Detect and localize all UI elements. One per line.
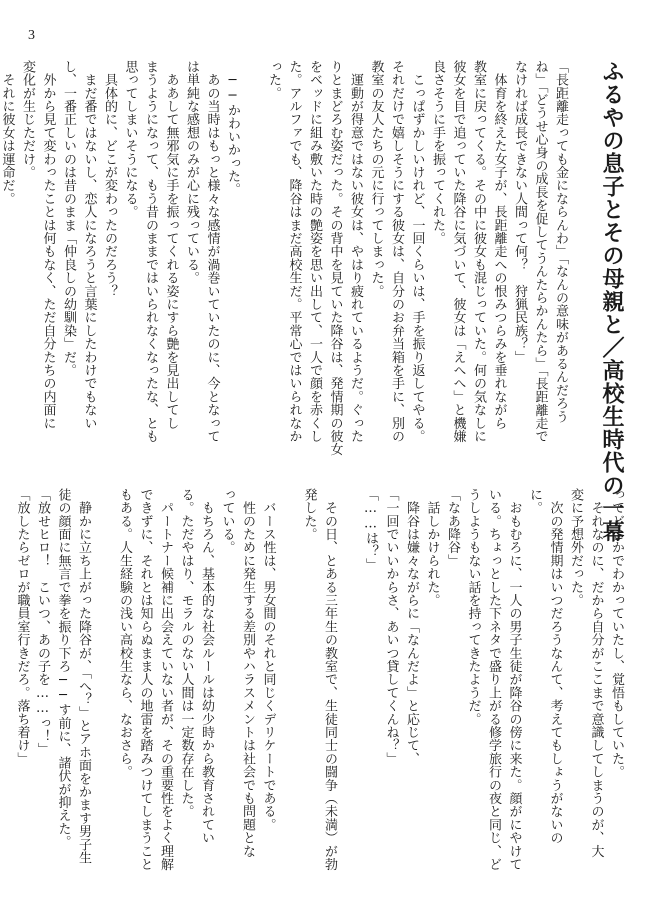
text-line: 性のために発生する差別やハラスメントは社会でも問題とな [240, 488, 255, 858]
text-line: それに彼女は運命だ。 [0, 60, 15, 206]
text-line: 運動が得意ではない彼女は、やはり疲れているようだ。ぐった [348, 60, 363, 443]
text-line: 静かに立ち上がった降谷が、「へ？」とアホ面をかます男子生 [76, 488, 91, 865]
text-line: 降谷は嫌々ながらに「なんだよ」と応じて、 [404, 488, 419, 766]
text-line: なければ成長できない人間って何？ 狩猟民族？」 [512, 60, 527, 364]
text-line: りとまどろむ姿だった。その背中を見ていた降谷は、発情期の彼女 [327, 60, 343, 456]
text-line: 思ってしまいそうになる。 [122, 60, 138, 219]
blank-line [93, 488, 114, 858]
text-line: 次の発情期はいつだろうなんて、考えてもしょうがないの [547, 488, 563, 845]
blank-line [339, 488, 360, 858]
text-line: 具体的に、どこが変わったのだろう？ [102, 60, 117, 298]
text-line: ね」「どうせ心身の成長を促してうんたらかんたら」「長距離走で [532, 60, 548, 443]
text-line: 変化が生じただけ。 [20, 60, 35, 179]
text-line: ってどこかでわかっていたし、覚悟もしていた。 [609, 488, 624, 779]
text-line: 「……は？」 [363, 488, 378, 572]
chapter-title: ふるやの息子とその母親と／高校生時代の一幕 [599, 60, 624, 543]
text-line: もある。人生経験の浅い高校生なら、なおさら。 [117, 488, 132, 779]
blank-line [278, 488, 299, 858]
text-line: 教室の友人たちの元に行ってしまった。 [368, 60, 384, 298]
text-line: それだけで嬉しそうにする彼女は、自分のお弁当箱を手に、別の [389, 60, 404, 443]
text-line: 変に予想外だった。 [568, 488, 583, 607]
text-line: 体育を終えた女子が、長距離走への恨みつらみを垂れながら [491, 60, 507, 430]
text-line: うしようもない話を持ってきたようだ。 [465, 488, 481, 726]
text-line: 「長距離走っても金にならんわ」「なんの意味があるんだろう [553, 60, 568, 424]
text-line: 徒の顔面に無言で拳を振り下ろ──す前に、諸伏が抑えた。 [55, 488, 71, 849]
text-line: その日、とある三年生の教室で、生徒同士の闘争（未満）が勃 [322, 488, 337, 871]
text-line: まうようになって、もう昔のままではいられなくなったな、とも [143, 60, 158, 443]
text-line: 外から見て変わったことは何もなく、ただ自分たちの内面に [40, 60, 56, 430]
text-line: た。アルファでも、降谷はまだ高校生だ。平常心ではいられなか [286, 60, 302, 443]
text-line: パートナー候補に出会えていない者が、その重要性をよく理解 [158, 488, 173, 871]
text-line: バース性は、男女間のそれと同じくデリケートである。 [260, 488, 276, 832]
text-line: いる。ちょっとした下ネタで盛り上がる修学旅行の夜と同じ、ど [486, 488, 501, 871]
text-line: ああして無邪気に手を振ってくれる姿にすら艶を見出してし [163, 60, 179, 430]
text-line: し、一番正しいのは昔のまま「仲良しの幼馴染」だ。 [61, 60, 76, 377]
text-line: もちろん、基本的な社会ルールは幼少時から教育されてい [199, 488, 214, 845]
text-line: こっぱずかしいけれど、一回くらいは、手を振り返してやる。 [409, 60, 425, 443]
text-line: 話しかけられた。 [424, 488, 440, 607]
text-line: に。 [527, 488, 542, 515]
text-line: は単純な感想のみが心に残っている。 [184, 60, 199, 285]
text-line: おもむろに、一人の男子生徒が降谷の傍に来た。顔がにやけて [506, 488, 522, 871]
text-line: 「一回でいいからさ、あいつ貸してくんね？」 [383, 488, 399, 766]
text-line: る。ただやはり、モラルのない人間は一定数存在した。 [178, 488, 194, 818]
text-line: 発した。 [301, 488, 317, 541]
text-line: 彼女を目で追っていた降谷に気づいて、彼女は「えへへ」と機嫌 [450, 60, 466, 443]
text-line: 「放したらゼロが職員室行きだろ。落ち着け」 [14, 488, 30, 766]
text-line: ──かわいかった。 [225, 60, 240, 196]
text-line: っている。 [219, 488, 235, 554]
text-line: 「放せヒロ！ こいつ、あの子を……っ！」 [35, 488, 50, 756]
text-line: まだ番ではないし、恋人になろうと言葉にしたわけでもない [81, 60, 97, 430]
page-number: 3 [28, 28, 35, 43]
blank-line [242, 60, 263, 420]
text-line: それなのに、だから自分がここまで意識してしまうのが、大 [588, 488, 604, 858]
text-line: をベッドに組み敷いた時の艶姿を思い出して、一人で顔を赤くし [307, 60, 322, 443]
text-line: った。 [266, 60, 281, 100]
text-line: 教室に戻ってくる。その中に彼女も混じっていた。何の気なしに [471, 60, 486, 443]
text-line: 良さそうに手を振ってくれた。 [430, 60, 445, 245]
lower-text-tier [14, 488, 626, 871]
text-line: あの当時はもっと様々な感情が渦巻いていたのに、今となって [204, 60, 220, 443]
text-line: 「なあ降谷」 [445, 488, 460, 568]
text-line: できずに、それとは知らぬまま人の地雷を踏みつけてしまうこと [137, 488, 153, 871]
